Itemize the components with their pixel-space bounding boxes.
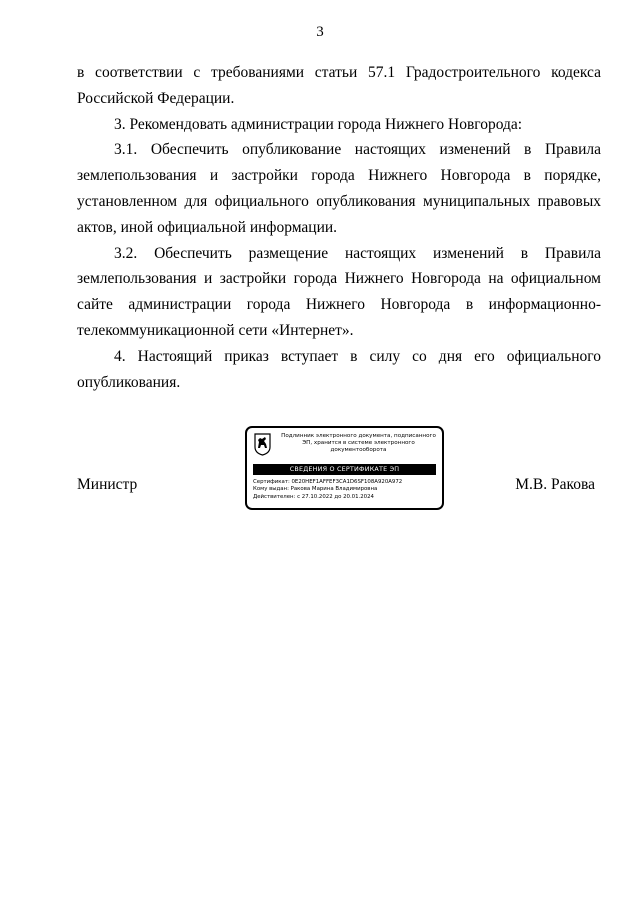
stamp-banner: СВЕДЕНИЯ О СЕРТИФИКАТЕ ЭП (253, 464, 436, 475)
paragraph-item-4: 4. Настоящий приказ вступает в силу со дня его официального опубликования. (77, 347, 601, 391)
paragraph-item-3-1: 3.1. Обеспечить опубликование настоящих изменений в Правила землепользования и застройки города Нижнего Новгорода в порядке, установленном для официального опубликования муниципальных правовых актов, иной официальной информации. (77, 141, 601, 236)
paragraph-item-3: 3. Рекомендовать администрации города Нижнего Новгорода: (114, 115, 523, 133)
certificate-details (253, 479, 438, 501)
signatory-name: М.В. Ракова (515, 476, 595, 493)
electronic-signature-stamp (245, 426, 444, 510)
page-number: 3 (316, 24, 324, 40)
certificate-owner: Кому выдан: Ракова Марина Владимировна (253, 486, 378, 493)
certificate-validity: Действителен: с 27.10.2022 до 20.01.2024 (253, 493, 374, 500)
paragraph-continuation: в соответствии с требованиями статьи 57.1 Градостроительного кодекса Российской Федерации. (77, 64, 601, 107)
paragraph-item-3-2: 3.2. Обеспечить размещение настоящих изменений в Правила землепользования и застройки города Нижнего Новгорода на официальном сайте администрации города Нижнего Новгорода в информационно-телекоммуникационной сети «Интернет». (77, 244, 601, 339)
coat-of-arms-icon (254, 433, 271, 456)
document-body (77, 60, 601, 395)
signatory-position: Министр (77, 476, 138, 493)
certificate-number: Сертификат: 0E20HEF1AFFEF3CA1D6SF108A920A972 (253, 479, 403, 485)
stamp-notice: Подлинник электронного документа, подписанного ЭП, хранится в системе электронного документооборота (281, 433, 436, 453)
